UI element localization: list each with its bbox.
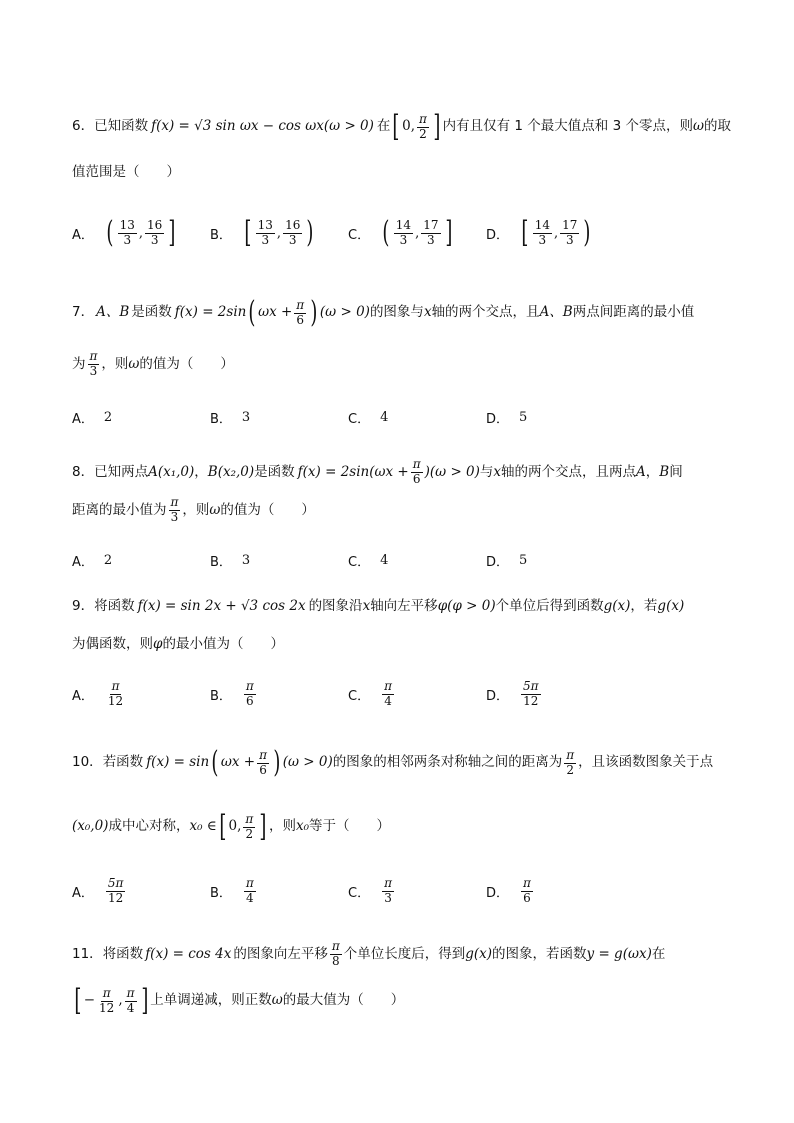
- question-7-line-1: 7． A、B 是函数 f(x) = 2sin ( ωx + $\frac{\pi}{6}$ ) (ω > 0) 的图象与 x 轴的两个交点，且 A、B 两点间距离的最小值: [72, 295, 695, 330]
- option-c[interactable]: C． $\frac{\pi}{3}$: [348, 876, 392, 905]
- question-number: 9．: [72, 598, 95, 614]
- question-8-line-2: 距离的最小值为 $\frac{\pi}{3}$ ，则 ω 的值为（ ）: [72, 495, 315, 524]
- question-8-options: [72, 551, 624, 570]
- option-d[interactable]: D． [ $\frac{14}{3}$ , $\frac{17}{3}$ ): [486, 215, 591, 250]
- question-number: 10．: [72, 754, 103, 771]
- question-number: 11．: [72, 945, 103, 962]
- question-number: 8．: [72, 463, 95, 480]
- question-number: 6．: [72, 118, 95, 135]
- option-a[interactable]: A． ( $\frac{13}{3}$ , $\frac{16}{3}$ ]: [72, 215, 176, 250]
- option-b[interactable]: B． $\frac{\pi}{4}$: [210, 876, 254, 905]
- fraction: $\frac{\pi}{2}$: [419, 111, 427, 141]
- question-number: 7．: [72, 304, 95, 321]
- question-9-line-2: 为偶函数，则 φ 的最小值为（ ）: [72, 636, 284, 652]
- option-d[interactable]: D． 5: [486, 553, 528, 570]
- question-6-line-1: 6． 已知函数 f(x) = √3 sin ωx − cos ωx(ω > 0) 在 [ 0, $\frac{\pi}{2}$ ] 内有且仅有 1 个最大值点和 3 个零点，则 ω 的取: [72, 109, 731, 144]
- option-a[interactable]: A． $\frac{\pi}{12}$: [72, 679, 124, 708]
- option-d[interactable]: D． 5: [486, 410, 528, 427]
- option-b[interactable]: B． 3: [210, 553, 251, 570]
- option-b[interactable]: B． 3: [210, 410, 251, 427]
- option-d[interactable]: D． $\frac{5\pi}{12}$: [486, 679, 539, 708]
- question-10-options: [72, 877, 624, 906]
- question-11-line-1: 11． 将函数 f(x) = cos 4x 的图象向左平移 $\frac{\pi}{8}$ 个单位长度后，得到 g(x) 的图象，若函数 y = g(ωx) 在: [72, 939, 666, 968]
- math-expression: f(x) = √3 sin ωx − cos ωx(ω > 0): [151, 118, 374, 135]
- question-8-line-1: 8． 已知两点 A(x₁,0) ， B(x₂,0) 是函数 f(x) = 2sin(ωx + $\frac{\pi}{6}$ )(ω > 0) 与 x 轴的两个交点，且两点 A ， B 间: [72, 457, 683, 486]
- question-7-line-2: 为 $\frac{\pi}{3}$ ，则 ω 的值为（ ）: [72, 349, 234, 378]
- question-9-options: [72, 680, 624, 709]
- option-c[interactable]: C． 4: [348, 553, 389, 570]
- option-a[interactable]: A． $\frac{5\pi}{12}$: [72, 876, 124, 905]
- question-6-options: [72, 215, 624, 250]
- option-b[interactable]: B． $\frac{\pi}{6}$: [210, 679, 254, 708]
- option-c[interactable]: C． ( $\frac{14}{3}$ , $\frac{17}{3}$ ]: [348, 215, 452, 250]
- question-7-options: [72, 408, 624, 427]
- option-c[interactable]: C． 4: [348, 410, 389, 427]
- option-d[interactable]: D． $\frac{\pi}{6}$: [486, 876, 531, 905]
- question-10-line-1: 10． 若函数 f(x) = sin ( ωx + $\frac{\pi}{6}$ ) (ω > 0) 的图象的相邻两条对称轴之间的距离为 $\frac{\pi}{2}$ ，且该函数图象关于点: [72, 745, 714, 780]
- option-a[interactable]: A． 2: [72, 553, 113, 570]
- question-11-line-2: [ − $\frac{\pi}{12}$ , $\frac{\pi}{4}$ ] 上单调递减，则正数 ω 的最大值为（ ）: [74, 983, 405, 1018]
- option-c[interactable]: C． $\frac{\pi}{4}$: [348, 679, 392, 708]
- question-9-line-1: 9． 将函数 f(x) = sin 2x + √3 cos 2x 的图象沿 x 轴向左平移 φ(φ > 0) 个单位后得到函数 g(x) ，若 g(x): [72, 598, 685, 614]
- option-b[interactable]: B． [ $\frac{13}{3}$ , $\frac{16}{3}$ ): [210, 215, 314, 250]
- option-a[interactable]: A． 2: [72, 410, 113, 427]
- question-6-line-2: 值范围是（ ）: [72, 164, 180, 180]
- question-10-line-2: (x₀,0) 成中心对称， x₀ ∈ [ 0, $\frac{\pi}{2}$ ] ，则 x₀ 等于（ ）: [72, 809, 391, 844]
